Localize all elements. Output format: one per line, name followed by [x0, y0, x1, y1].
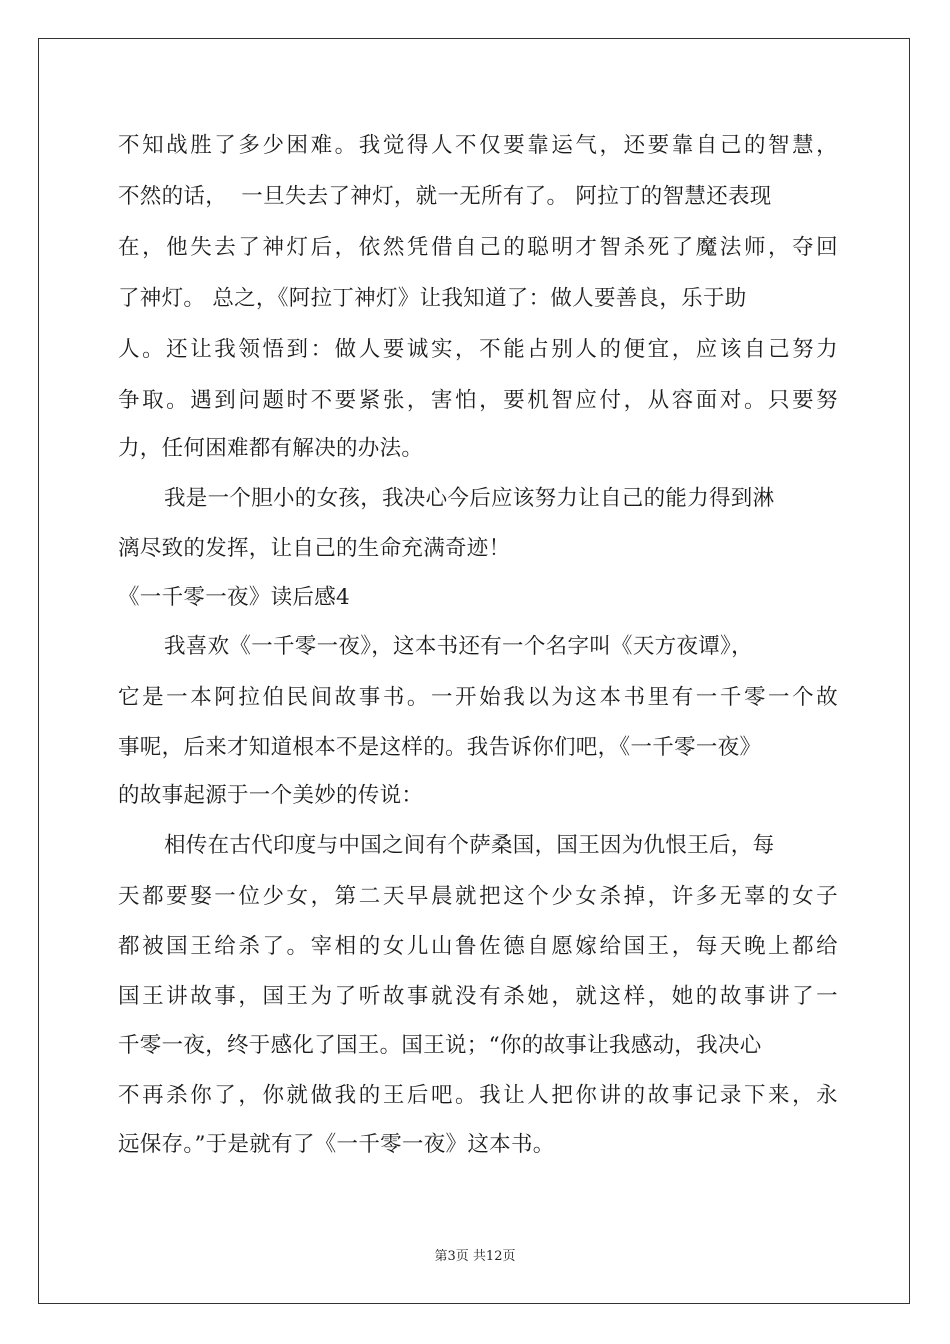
text-line: 远保存。”于是就有了《一千零一夜》这本书。: [118, 1132, 555, 1157]
text-line: 不知战胜了多少困难。我觉得人不仅要靠运气，还要靠自己的智慧，: [118, 133, 838, 158]
text-line: 人。还让我领悟到：做人要诚实，不能占别人的便宜，应该自己努力: [118, 337, 838, 362]
page-number: 第3页 共12页: [434, 1249, 516, 1264]
text-line: 千零一夜，终于感化了国王。国王说；“你的故事让我感动，我决心: [118, 1033, 762, 1058]
paragraph-first-line: 我是一个胆小的女孩，我决心今后应该努力让自己的能力得到淋: [164, 486, 775, 511]
text-line: 不再杀你了，你就做我的王后吧。我让人把你讲的故事记录下来，永: [118, 1083, 838, 1108]
text-line: 国王讲故事，国王为了听故事就没有杀她，就这样，她的故事讲了一: [118, 984, 838, 1009]
text-line: 它是一本阿拉伯民间故事书。一开始我以为这本书里有一千零一个故: [118, 685, 838, 710]
paragraph-first-line: 相传在古代印度与中国之间有个萨桑国，国王因为仇恨王后，每: [164, 833, 775, 858]
page-border: [38, 38, 910, 1304]
text-line: 事呢，后来才知道根本不是这样的。我告诉你们吧，《一千零一夜》: [118, 735, 762, 760]
text-line: 在，他失去了神灯后，依然凭借自己的聪明才智杀死了魔法师，夺回: [118, 235, 838, 260]
text-line: 不然的话， 一旦失去了神灯，就一无所有了。 阿拉丁的智慧还表现: [118, 184, 772, 209]
text-line: 了神灯。 总之，《阿拉丁神灯》让我知道了：做人要善良，乐于助: [118, 286, 747, 311]
text-line: 争取。遇到问题时不要紧张，害怕，要机智应付，从容面对。只要努: [118, 388, 838, 413]
text-line: 的故事起源于一个美妙的传说：: [118, 783, 424, 808]
paragraph-first-line: 我喜欢《一千零一夜》，这本书还有一个名字叫《天方夜谭》，: [164, 634, 753, 659]
text-line: 力，任何困难都有解决的办法。: [118, 436, 424, 461]
section-heading: 《一千零一夜》读后感4: [118, 585, 350, 610]
text-line: 漓尽致的发挥，让自己的生命充满奇迹！: [118, 536, 511, 561]
text-line: 天都要娶一位少女，第二天早晨就把这个少女杀掉，许多无辜的女子: [118, 884, 838, 909]
text-line: 都被国王给杀了。宰相的女儿山鲁佐德自愿嫁给国王，每天晚上都给: [118, 934, 838, 959]
